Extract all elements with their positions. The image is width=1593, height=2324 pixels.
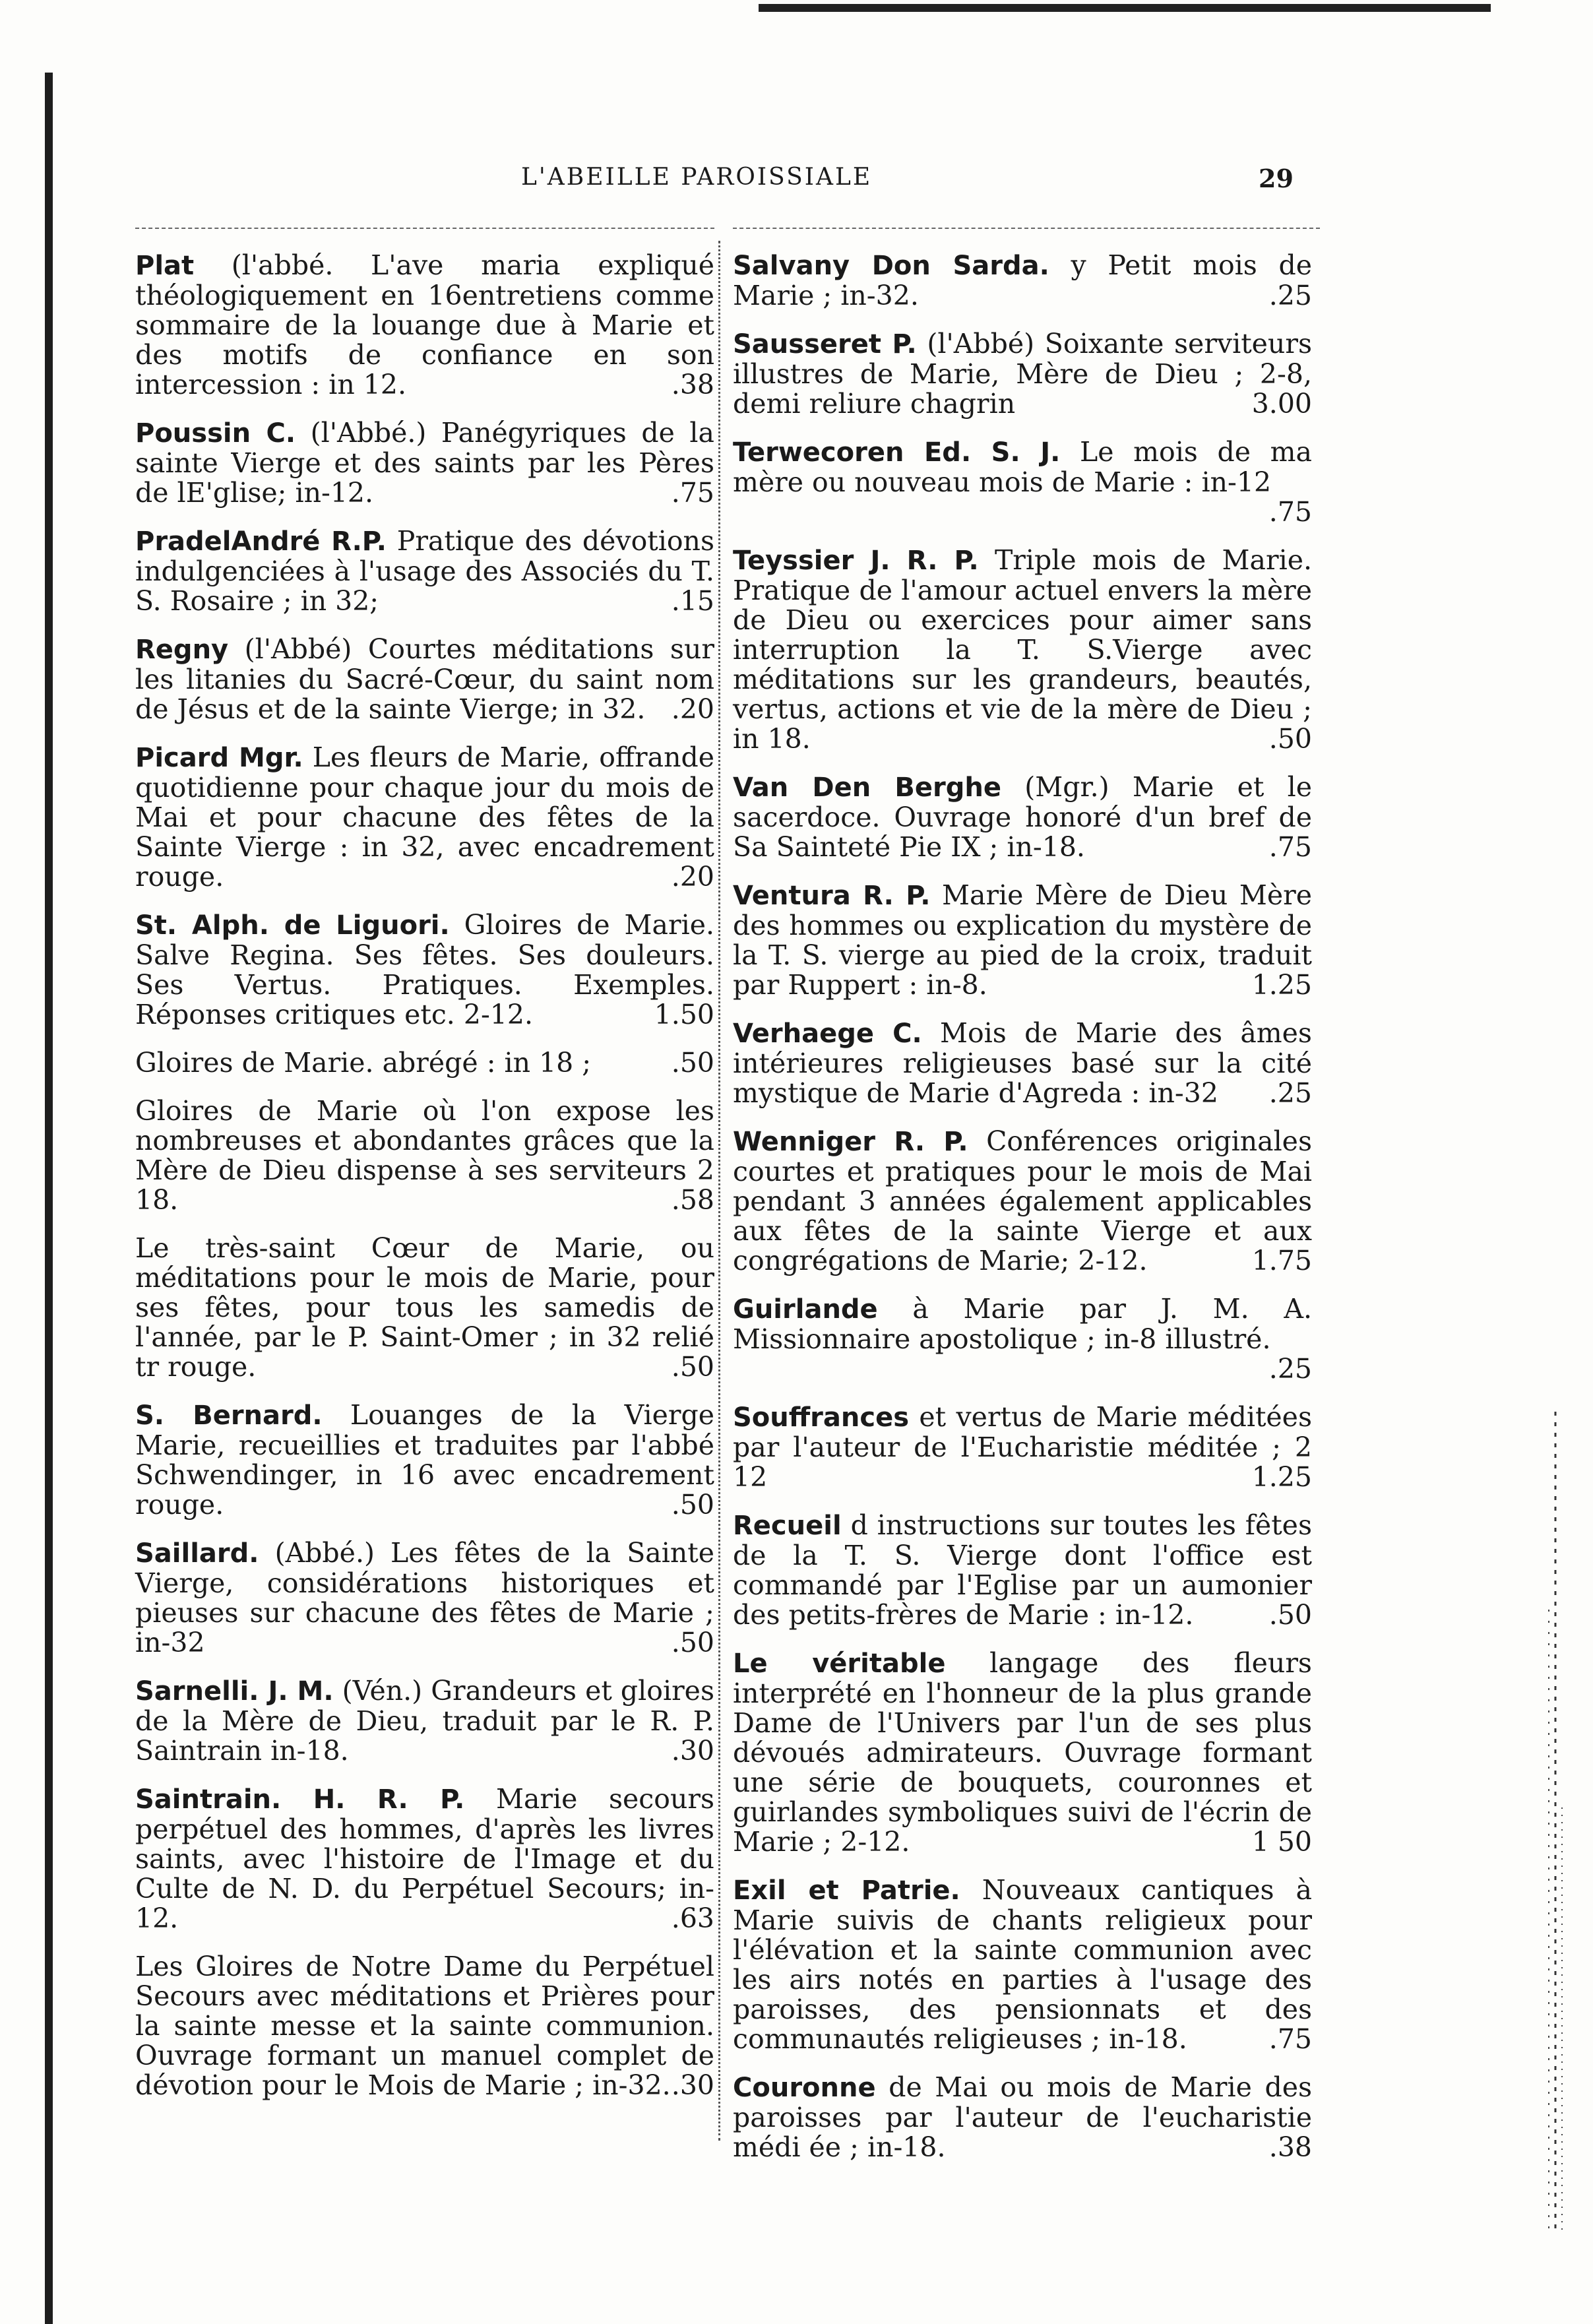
entry-price: .30 [671, 2069, 714, 2101]
entry-description: Gloires de Marie. Salve Regina. Ses fêtes. Ses douleurs. Ses Vertus. Pratiques. Exemples. Réponses critiques etc. 2-12. [135, 909, 714, 1030]
entry-description: Le mois de ma mère ou nouveau mois de Marie : in-12 [733, 436, 1312, 498]
catalog-entry [135, 1676, 714, 1766]
entry-price: .38 [1268, 2131, 1312, 2163]
entry-description: (l'Abbé.) Panégyriques de la sainte Vierge et des saints par les Pères de lE'glise; in-12. [135, 417, 714, 509]
entry-price: 1.25 [1251, 1461, 1312, 1493]
catalog-entry [135, 743, 714, 892]
entry-price: .50 [1268, 1599, 1312, 1631]
catalog-entry [733, 1875, 1312, 2054]
entry-price: 3.00 [1251, 388, 1312, 420]
entry-description: Nouveaux cantiques à Marie suivis de chants religieux pour l'élévation et la sainte communion avec les airs notés en parties à l'usage des paroisses, des pensionnats et des communautés religieuses ; in-18. [733, 1874, 1312, 2055]
entry-author: Souffrances [733, 1402, 910, 1433]
entry-description: Triple mois de Marie. Pratique de l'amour actuel envers la mère de Dieu ou exercices pour aimer sans interruption la T. S.Vierge avec méditations sur les grandeurs, beautés, vertus, actions et vie de la mère de Dieu ; in 18. [733, 544, 1312, 755]
entry-price: .63 [671, 1902, 714, 1934]
entry-description: (Mgr.) Marie et le sacerdoce. Ouvrage honoré d'un bref de Sa Sainteté Pie IX ; in-18. [733, 771, 1312, 863]
entry-price: .30 [671, 1735, 714, 1767]
entry-author: Couronne [733, 2073, 876, 2103]
entry-author: Sausseret P. [733, 329, 917, 360]
catalog-entry [733, 437, 1312, 527]
page-edge-noise [1544, 1412, 1567, 2230]
entry-author: Le véritable [733, 1649, 946, 1679]
entry-price: 1.50 [654, 999, 714, 1030]
catalog-entry [733, 1127, 1312, 1276]
catalog-entry [135, 1538, 714, 1658]
entry-price: 1.75 [1251, 1245, 1312, 1276]
entry-price: .50 [671, 1351, 714, 1383]
catalog-entry [733, 329, 1312, 419]
entry-description: Conférences originales courtes et pratiques pour le mois de Mai pendant 3 années également applicables aux fêtes de la sainte Vierge et aux congrégations de Marie; 2-12. [733, 1125, 1312, 1276]
entry-price: .38 [671, 369, 714, 400]
entry-description: Les Gloires de Notre Dame du Perpétuel Secours avec méditations et Prières pour la sainte messe et la sainte communion. Ouvrage formant un manuel complet de dévotion pour le Mois de Marie ; in-32. [135, 1951, 714, 2101]
catalog-entry [733, 2073, 1312, 2162]
entry-price: .50 [671, 1489, 714, 1521]
entry-description: à Marie par J. M. A. Missionnaire apostolique ; in-8 illustré. [733, 1293, 1312, 1355]
entry-author: Recueil [733, 1511, 842, 1541]
catalog-entry [733, 1402, 1312, 1492]
column-divider [718, 241, 720, 2141]
entry-price: .75 [671, 477, 714, 509]
entry-description: Les fleurs de Marie, offrande quotidienne pour chaque jour du mois de Mai et pour chacune des fêtes de la Sainte Vierge : in 32, avec encadrement rouge. [135, 741, 714, 893]
catalog-entry [135, 910, 714, 1030]
catalog-entry [135, 526, 714, 616]
page-number: 29 [1259, 164, 1294, 193]
entry-description: Marie Mère de Dieu Mère des hommes ou explication du mystère de la T. S. vierge au pied de la croix, traduit par Ruppert : in-8. [733, 879, 1312, 1001]
catalog-entry [733, 772, 1312, 862]
entry-price: 1 50 [1251, 1826, 1312, 1858]
catalog-entry [135, 1048, 714, 1078]
entry-description: Gloires de Marie où l'on expose les nombreuses et abondantes grâces que la Mère de Dieu dispense à ses serviteurs 2 18. [135, 1095, 714, 1216]
catalog-entry [135, 1096, 714, 1215]
entry-description: langage des fleurs interprété en l'honneur de la plus grande Dame de l'Univers par l'un de ses plus dévoués admirateurs. Ouvrage formant une série de bouquets, couronnes et guirlandes symboliques suivi de l'écrin de Marie ; 2-12. [733, 1647, 1312, 1858]
entry-description: Mois de Marie des âmes intérieures religieuses basé sur la cité mystique de Marie d'Agreda : in-32 [733, 1017, 1312, 1109]
entry-description: d instructions sur toutes les fêtes de la T. S. Vierge dont l'office est commandé par l'Eglise par un aumonier des petits-frères de Marie : in-12. [733, 1509, 1312, 1631]
entry-author: Guirlande [733, 1294, 878, 1325]
catalog-entry [733, 1294, 1312, 1384]
entry-author: Ventura R. P. [733, 881, 931, 911]
entry-author: Van Den Berghe [733, 772, 1001, 803]
entry-price: .50 [1268, 723, 1312, 755]
catalog-entry [733, 1649, 1312, 1857]
entry-price: 1.25 [1251, 969, 1312, 1001]
catalog-entry [733, 251, 1312, 311]
entry-author: Sarnelli. J. M. [135, 1676, 334, 1707]
catalog-entry [733, 1511, 1312, 1630]
entry-price: .25 [1268, 1077, 1312, 1109]
entry-price: .15 [671, 585, 714, 617]
entry-author: Picard Mgr. [135, 743, 303, 773]
entry-description: et vertus de Marie méditées par l'auteur de l'Eucharistie méditée ; 2 12 [733, 1401, 1312, 1493]
entry-description: y Petit mois de Marie ; in-32. [733, 249, 1312, 311]
header-rule-right [733, 228, 1320, 229]
catalog-entry [135, 418, 714, 508]
entry-author: Saillard. [135, 1538, 259, 1569]
catalog-entry [135, 635, 714, 724]
catalog-entry [135, 251, 714, 400]
entry-author: Plat [135, 251, 195, 281]
entry-author: Verhaege C. [733, 1019, 922, 1049]
entry-description: (Abbé.) Les fêtes de la Sainte Vierge, considérations historiques et pieuses sur chacune des fêtes de Marie ; in-32 [135, 1537, 714, 1658]
entry-author: St. Alph. de Liguori. [135, 910, 450, 941]
running-header: L'ABEILLE PAROISSIALE [521, 164, 873, 191]
entry-price: .58 [671, 1184, 714, 1216]
entry-author: Salvany Don Sarda. [733, 251, 1049, 281]
entry-price: .75 [1268, 831, 1312, 863]
entry-price: .75 [1268, 496, 1312, 528]
entry-description: Louanges de la Vierge Marie, recueillies et traduites par l'abbé Schwendinger, in 16 avec encadrement rouge. [135, 1399, 714, 1521]
catalog-entry [135, 1400, 714, 1520]
entry-price: .20 [671, 693, 714, 725]
entry-description: (l'abbé. L'ave maria expliqué théologiquement en 16entretiens comme sommaire de la louange due à Marie et des motifs de confiance en son intercession : in 12. [135, 249, 714, 400]
entry-description: Le très-saint Cœur de Marie, ou méditations pour le mois de Marie, pour ses fêtes, pour tous les samedis de l'année, par le P. Saint-Omer ; in 32 relié tr rouge. [135, 1232, 714, 1383]
entry-author: Exil et Patrie. [733, 1875, 960, 1906]
entry-description: (Vén.) Grandeurs et gloires de la Mère de Dieu, traduit par le R. P. Saintrain in-18. [135, 1675, 714, 1767]
entry-description: Gloires de Marie. abrégé : in 18 ; [135, 1047, 592, 1079]
catalog-entry [733, 1019, 1312, 1108]
header-rule-left [135, 228, 714, 229]
entry-description: (l'Abbé) Courtes méditations sur les litanies du Sacré-Cœur, du saint nom de Jésus et de la sainte Vierge; in 32. [135, 633, 714, 725]
entry-author: Regny [135, 635, 229, 665]
entry-description: Marie secours perpétuel des hommes, d'après les livres saints, avec l'histoire de l'Image et du Culte de N. D. du Perpétuel Secours; in-12. [135, 1783, 714, 1934]
catalog-entry [135, 1234, 714, 1382]
entry-author: Teyssier J. R. P. [733, 546, 979, 576]
entry-author: Saintrain. H. R. P. [135, 1784, 465, 1815]
entry-description: (l'Abbé) Soixante serviteurs illustres de Marie, Mère de Dieu ; 2-8, demi reliure chagrin [733, 328, 1312, 420]
entry-price: .50 [671, 1047, 714, 1079]
entry-author: Wenniger R. P. [733, 1127, 968, 1157]
entry-author: PradelAndré R.P. [135, 526, 387, 557]
top-scan-bar [759, 4, 1491, 12]
entry-price: .75 [1268, 2023, 1312, 2055]
entry-author: S. Bernard. [135, 1400, 323, 1431]
catalog-entry [733, 881, 1312, 1000]
right-column [733, 251, 1312, 2181]
entry-price: .20 [671, 861, 714, 893]
entry-author: Poussin C. [135, 418, 296, 449]
catalog-entry [135, 1784, 714, 1933]
catalog-entry [135, 1952, 714, 2100]
entry-description: Pratique des dévotions indulgenciées à l'usage des Associés du T. S. Rosaire ; in 32; [135, 525, 714, 617]
entry-description: de Mai ou mois de Marie des paroisses par l'auteur de l'eucharistie médi ée ; in-18. [733, 2071, 1312, 2163]
entry-price: .50 [671, 1627, 714, 1658]
left-scan-bar [45, 73, 53, 2324]
entry-price: .25 [1268, 280, 1312, 311]
entry-price: .25 [1268, 1353, 1312, 1385]
entry-author: Terwecoren Ed. S. J. [733, 437, 1061, 468]
left-column [135, 251, 714, 2119]
catalog-entry [733, 546, 1312, 754]
